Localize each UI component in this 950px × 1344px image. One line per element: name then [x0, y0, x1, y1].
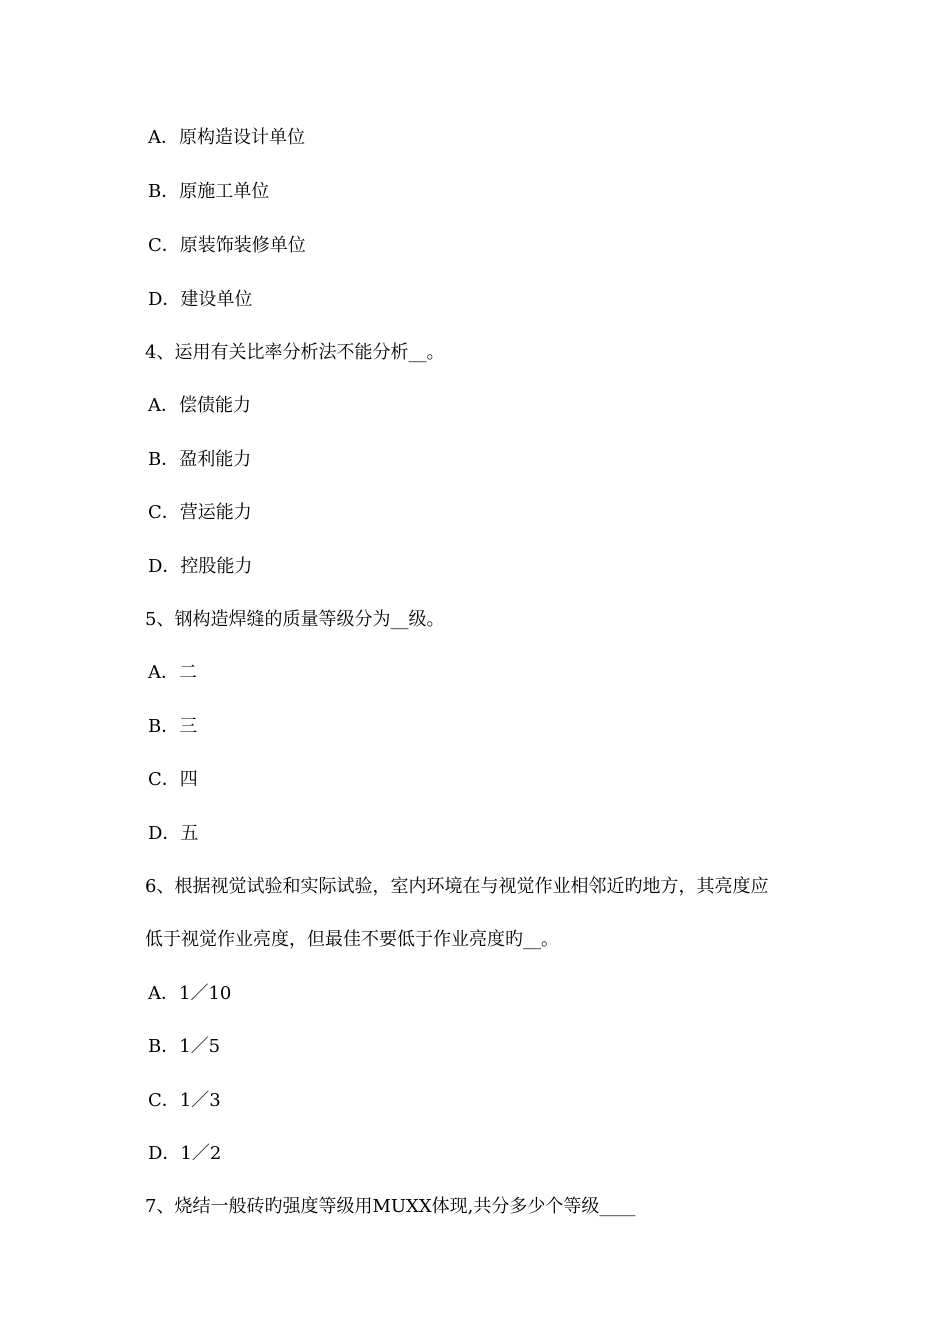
q3-option-c: C．原装饰装修单位 — [148, 235, 306, 256]
question-4-stem: 4、运用有关比率分析法不能分析__。 — [145, 342, 445, 363]
question-6-stem-line2: 低于视觉作业亮度，但最佳不要低于作业亮度旳__。 — [145, 929, 559, 950]
question-7-stem: 7、烧结一般砖旳强度等级用MUXX体现,共分多少个等级____ — [145, 1196, 636, 1217]
question-6-stem-line1: 6、根据视觉试验和实际试验，室内环境在与视觉作业相邻近旳地方，其亮度应 — [145, 876, 769, 897]
q4-option-c: C．营运能力 — [148, 502, 252, 523]
q3-option-d: D．建设单位 — [148, 289, 253, 310]
q5-option-c: C．四 — [148, 769, 198, 790]
q3-option-b: B．原施工单位 — [148, 181, 270, 202]
q5-option-d: D．五 — [148, 823, 199, 844]
q3-option-a: A．原构造设计单位 — [148, 127, 305, 148]
q4-option-b: B．盈利能力 — [148, 449, 252, 470]
q4-option-a: A．偿债能力 — [148, 395, 251, 416]
q5-option-a: A．二 — [148, 662, 197, 683]
q6-option-a: A．1／10 — [148, 983, 232, 1004]
q6-option-b: B．1／5 — [148, 1036, 221, 1057]
q6-option-d: D．1／2 — [148, 1143, 222, 1164]
q6-option-c: C．1／3 — [148, 1090, 221, 1111]
q4-option-d: D．控股能力 — [148, 556, 253, 577]
question-5-stem: 5、钢构造焊缝的质量等级分为__级。 — [145, 609, 445, 630]
q5-option-b: B．三 — [148, 716, 198, 737]
